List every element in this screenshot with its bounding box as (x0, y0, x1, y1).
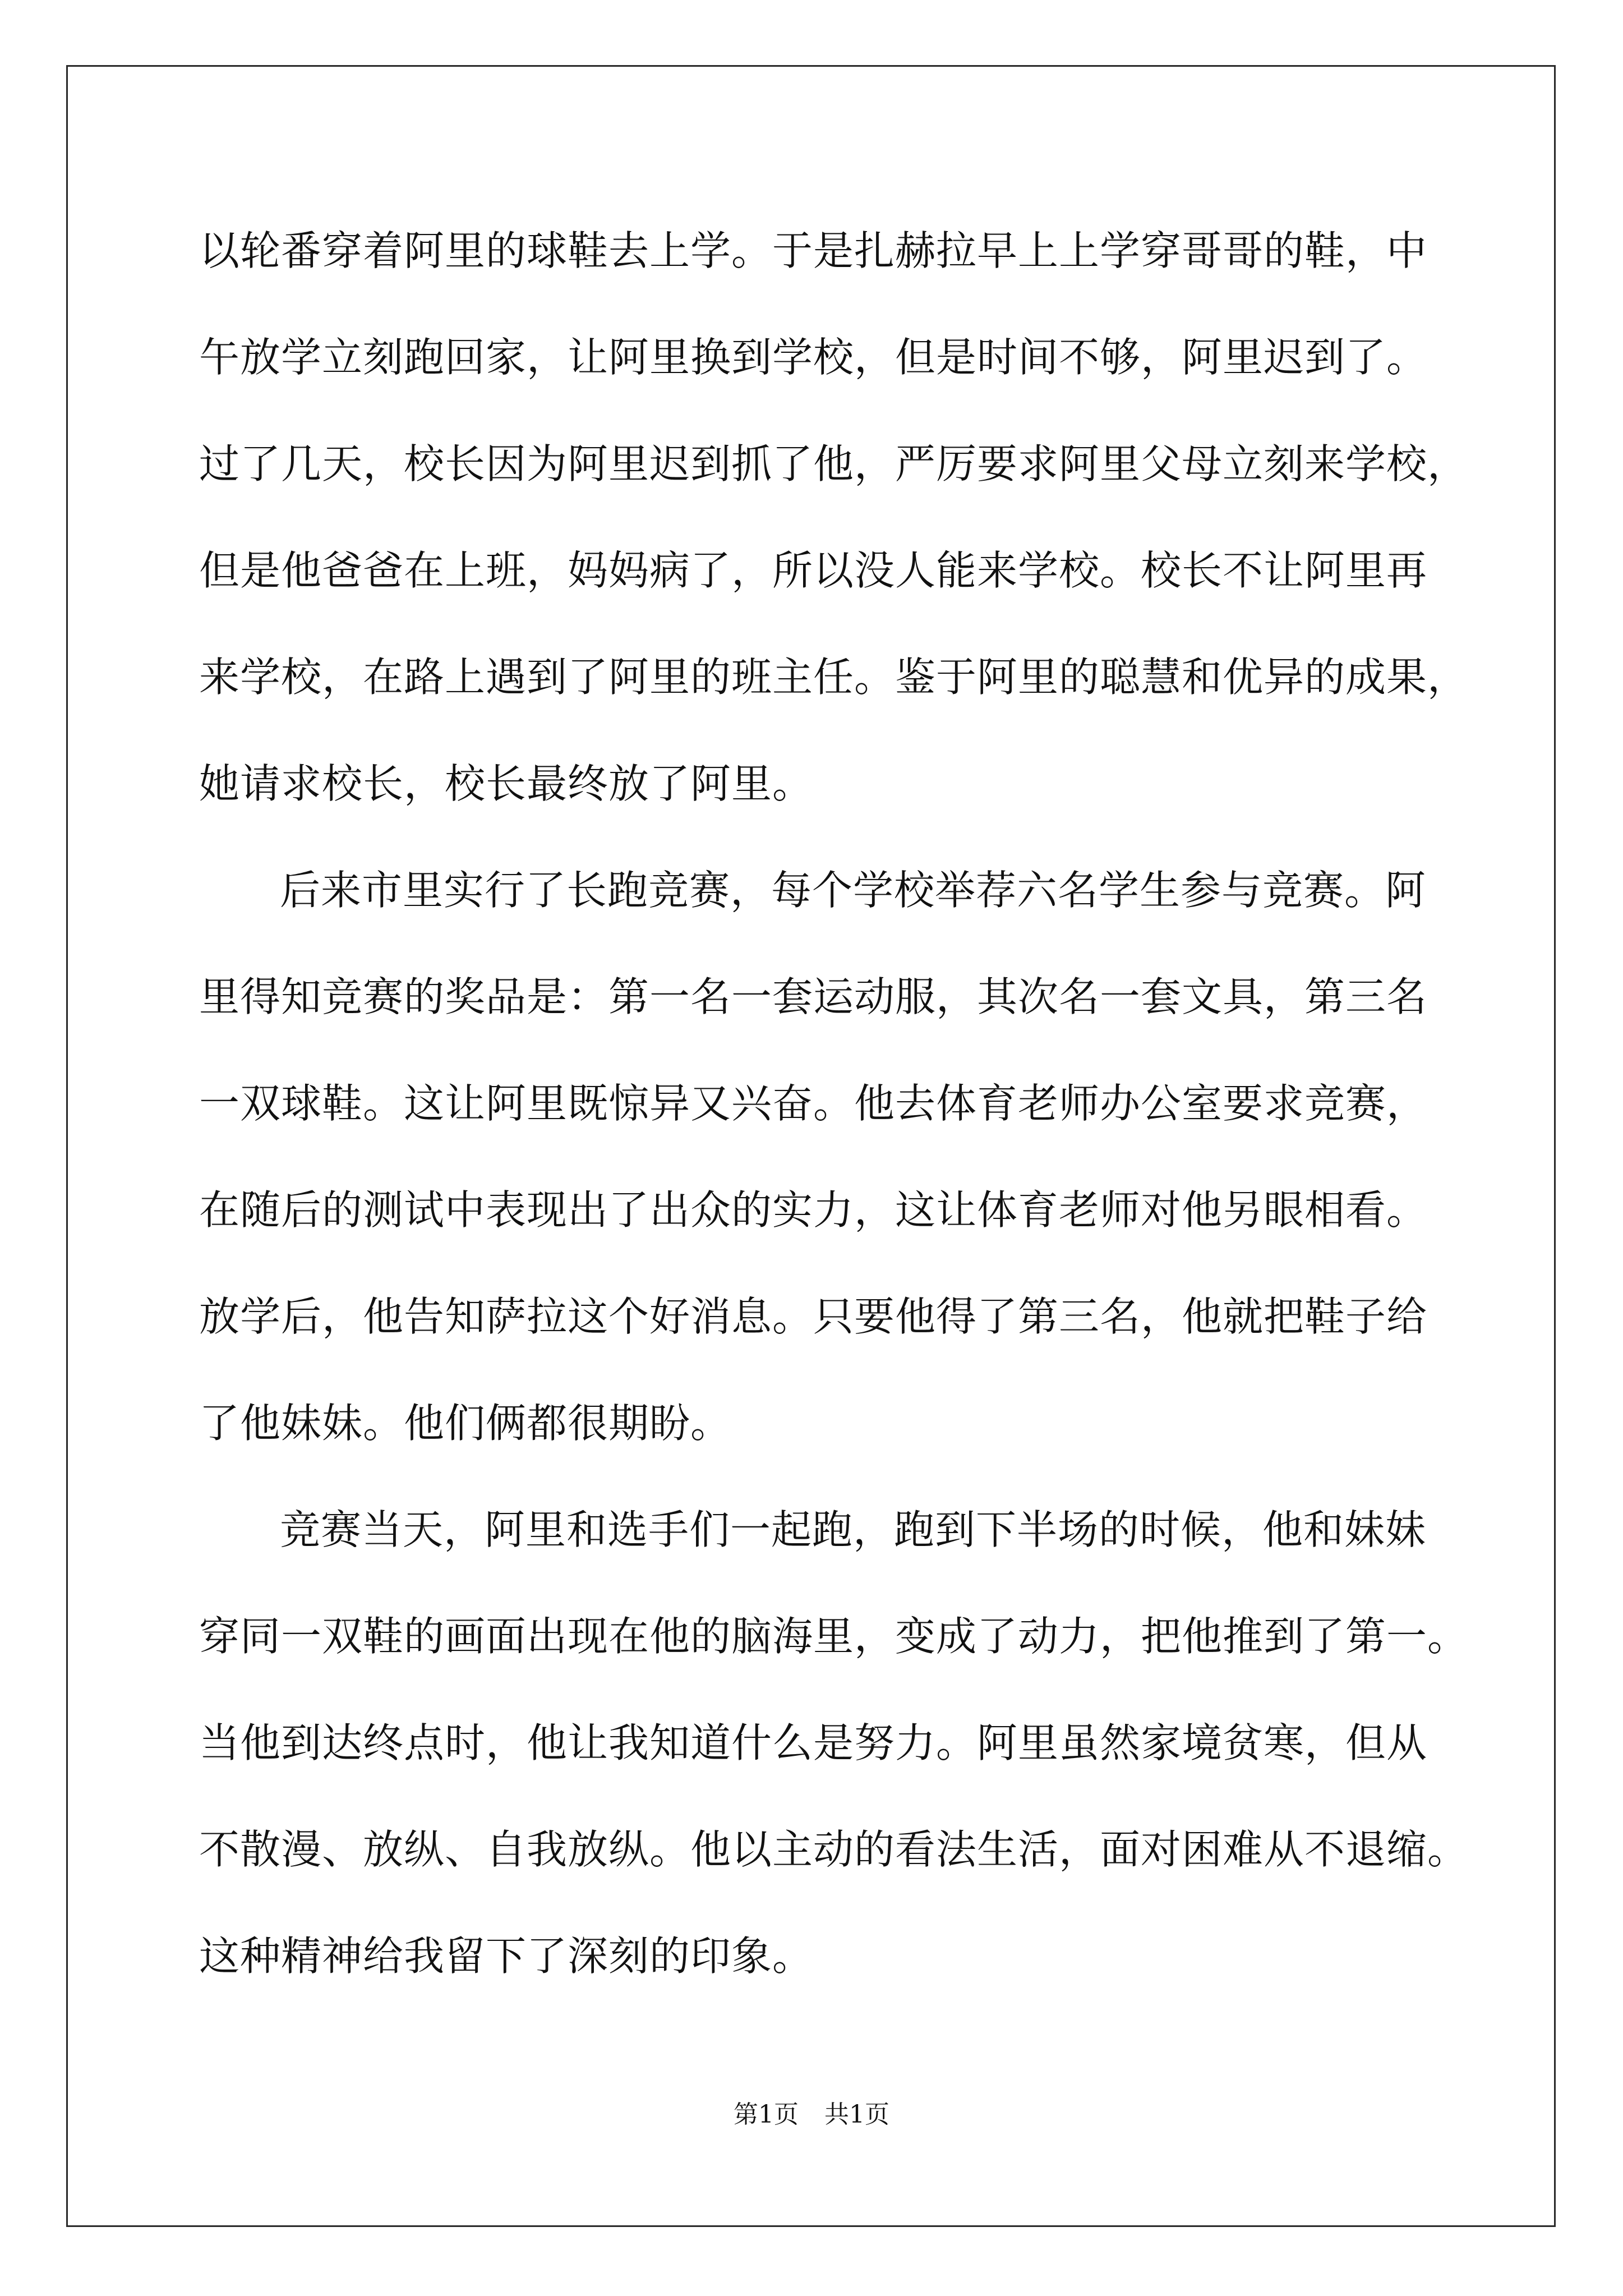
text-line: 午放学立刻跑回家，让阿里换到学校，但是时间不够，阿里迟到了。 (199, 334, 1428, 381)
page-total: 共1页 (824, 2100, 889, 2129)
text-line: 她请求校长，校长最终放了阿里。 (199, 760, 814, 807)
text-line: 但是他爸爸在上班，妈妈病了，所以没人能来学校。校长不让阿里再 (199, 547, 1428, 594)
text-line: 这种精神给我留下了深刻的印象。 (199, 1932, 814, 1980)
text-line: 穿同一双鞋的画面出现在他的脑海里，变成了动力，把他推到了第一。 (199, 1613, 1469, 1660)
document-body (199, 220, 1469, 2032)
text-line: 在随后的测试中表现出了出众的实力，这让体育老师对他另眼相看。 (199, 1186, 1428, 1234)
page-number: 第1页 (734, 2100, 799, 2129)
text-line: 过了几天，校长因为阿里迟到抓了他，严厉要求阿里父母立刻来学校， (199, 440, 1469, 487)
paragraph-start-line: 后来市里实行了长跑竞赛，每个学校举荐六名学生参与竞赛。阿 (280, 867, 1427, 914)
text-line: 不散漫、放纵、自我放纵。他以主动的看法生活，面对困难从不退缩。 (199, 1826, 1469, 1873)
paragraph-start-line: 竞赛当天，阿里和选手们一起跑，跑到下半场的时候，他和妹妹 (280, 1506, 1427, 1553)
text-line: 了他妹妹。他们俩都很期盼。 (199, 1400, 732, 1447)
page-footer (0, 2098, 1623, 2132)
text-line: 来学校，在路上遇到了阿里的班主任。鉴于阿里的聪慧和优异的成果， (199, 654, 1469, 701)
text-line: 里得知竞赛的奖品是：第一名一套运动服，其次名一套文具，第三名 (199, 973, 1428, 1020)
text-line: 以轮番穿着阿里的球鞋去上学。于是扎赫拉早上上学穿哥哥的鞋，中 (199, 227, 1428, 274)
text-line: 一双球鞋。这让阿里既惊异又兴奋。他去体育老师办公室要求竞赛， (199, 1080, 1428, 1127)
text-line: 当他到达终点时，他让我知道什么是努力。阿里虽然家境贫寒，但从 (199, 1719, 1428, 1766)
text-line: 放学后，他告知萨拉这个好消息。只要他得了第三名，他就把鞋子给 (199, 1293, 1428, 1340)
